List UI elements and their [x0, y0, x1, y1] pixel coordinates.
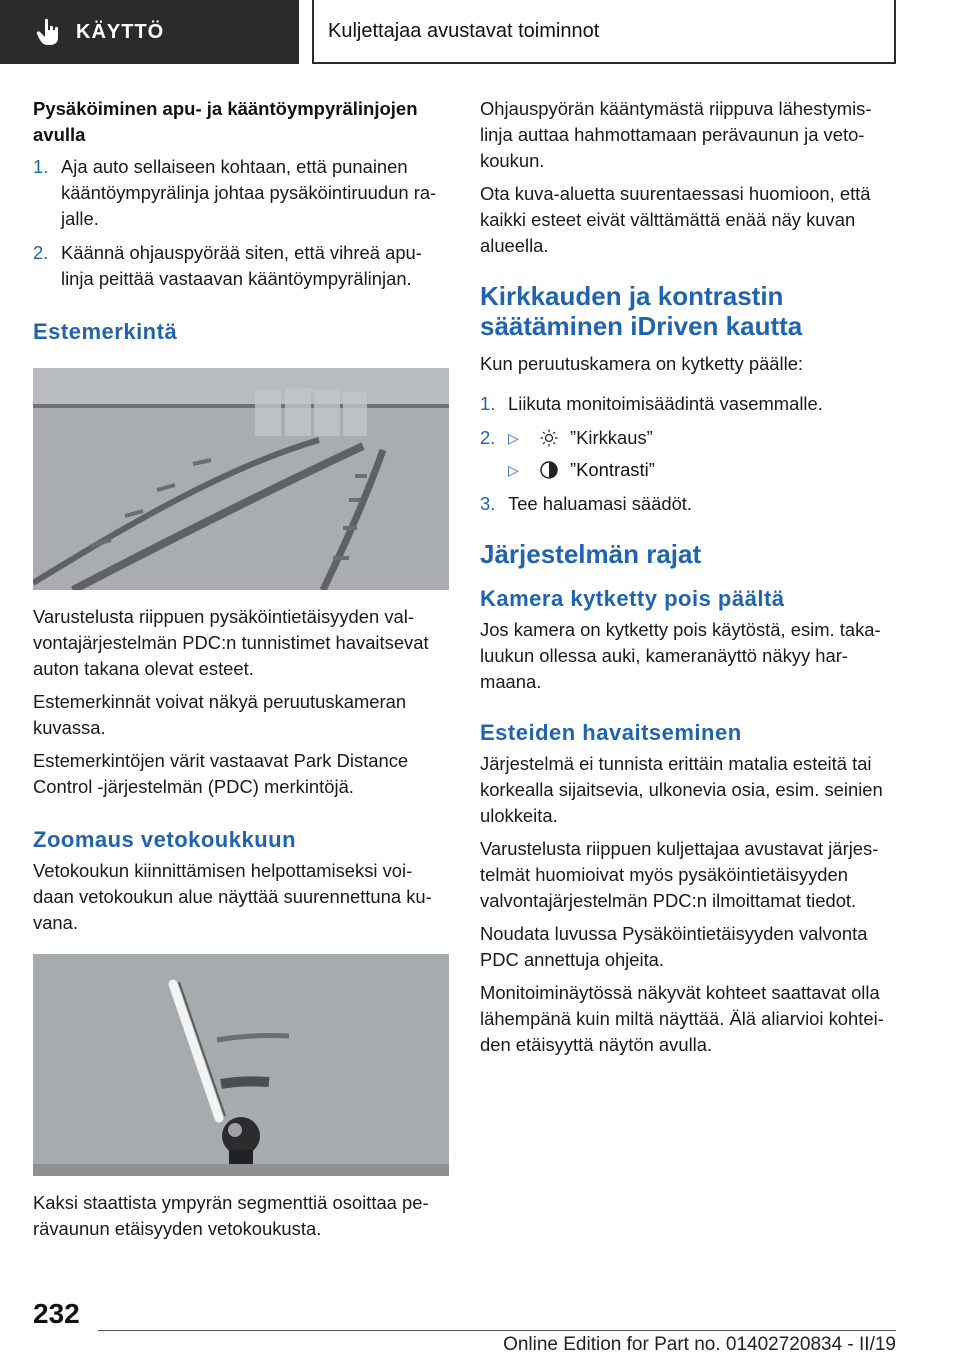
step-text: Käännä ohjauspyörää siten, että vihreä apu- linja peittää vastaavan kääntöympyrälinjan.: [61, 242, 422, 289]
obstacle-detection-heading: Esteiden havaitseminen: [480, 720, 742, 745]
page-header: [0, 0, 960, 66]
detection-paragraph-1: Järjestelmä ei tunnista erittäin matalia esteitä tai korkealla sijaitsevia, ulkonevia osia, esim. seinien ulokkeita.: [480, 753, 883, 826]
section-heading-parking-lines: Pysäköiminen apu- ja kääntöympyrälinjojen avulla: [33, 98, 418, 145]
system-limits-heading: Järjestelmän rajat: [480, 539, 702, 569]
step-text: Tee haluamasi säädöt.: [508, 493, 693, 514]
obstacle-paragraph-1: Varustelusta riippuen pysäköintietäisyyden val- vontajärjestelmän PDC:n tunnistimet havaitsevat auton takana olevat esteet.: [33, 606, 429, 679]
step-number: 2.: [480, 427, 496, 448]
brightness-contrast-heading: Kirkkauden ja kontrastin säätäminen iDriven kautta: [480, 281, 803, 341]
contrast-menu-row: [480, 457, 900, 483]
detection-paragraph-2: Varustelusta riippuen kuljettajaa avustavat järjes- telmät huomioivat myös pysäköintietäisyyden valvontajärjestelmän PDC:n ilmoittamat tiedot.: [480, 838, 879, 911]
section-title: KÄYTTÖ: [76, 20, 165, 43]
right-column: [480, 96, 900, 1065]
step-text: Liikuta monitoimisäädintä vasemmalle.: [508, 393, 823, 414]
parking-steps: [33, 154, 449, 292]
menu-brightness-label: ”Kirkkaus”: [570, 427, 653, 448]
zoom-heading: Zoomaus vetokoukkuun: [33, 827, 297, 852]
list-item: [33, 240, 449, 292]
page-number: 232: [33, 1298, 80, 1329]
brightness-steps-cont: [480, 491, 900, 517]
chapter-title: Kuljettajaa avustavat toiminnot: [328, 19, 600, 42]
zoom-caption: Kaksi staattista ympyrän segmenttiä osoittaa pe- rävaunun etäisyyden vetokoukusta.: [33, 1192, 429, 1239]
obstacle-heading: Estemerkintä: [33, 319, 178, 344]
brightness-steps: [480, 391, 900, 451]
obstacle-paragraph-2: Estemerkinnät voivat näkyä peruutuskameran kuvassa.: [33, 691, 407, 738]
menu-contrast-label: ”Kontrasti”: [570, 459, 655, 480]
zoom-note-paragraph: Ota kuva-aluetta suurentaessasi huomioon, että kaikki esteet eivät välttämättä enää näy kuvan alueella.: [480, 183, 871, 256]
step-number: 2.: [33, 242, 49, 263]
obstacle-markings-figure: [33, 368, 449, 590]
step-number: 1.: [33, 156, 49, 177]
footer-divider: [98, 1330, 896, 1331]
step-number: 3.: [480, 493, 496, 514]
contrast-icon: [540, 461, 558, 479]
obstacle-paragraph-3: Estemerkintöjen värit vastaavat Park Distance Control -järjestelmän (PDC) merkintöjä.: [33, 750, 409, 797]
approach-line-paragraph: Ohjauspyörän kääntymästä riippuva lähestymis- linja auttaa hahmottamaan perävaunun ja veto- koukun.: [480, 98, 872, 171]
triangle-bullet-icon: ▷: [508, 430, 519, 446]
triangle-bullet-icon: ▷: [508, 462, 519, 478]
detection-paragraph-4: Monitoiminäytössä näkyvät kohteet saattavat olla lähempänä kuin miltä näyttää. Älä aliarvioi kohtei- den etäisyyttä näytön avulla.: [480, 982, 884, 1055]
list-item: [480, 491, 900, 517]
camera-off-heading: Kamera kytketty pois päältä: [480, 586, 785, 611]
chapter-tab: [312, 0, 896, 64]
section-tab: [0, 0, 299, 64]
hand-pointer-icon: [36, 18, 62, 46]
step-number: 1.: [480, 393, 496, 414]
list-item: [480, 391, 900, 417]
list-item: [33, 154, 449, 232]
step-text: Aja auto sellaiseen kohtaan, että punainen kääntöympyrälinja johtaa pysäköintiruudun ra- jalle.: [61, 156, 437, 229]
zoom-paragraph: Vetokoukun kiinnittämisen helpottamiseksi voi- daan vetokoukun alue näyttää suurennettuna ku- vana.: [33, 860, 432, 933]
left-column: [33, 96, 449, 1249]
edition-note: Online Edition for Part no. 01402720834 - II/19: [503, 1334, 896, 1355]
brightness-icon: [540, 429, 558, 447]
list-item: [480, 425, 900, 451]
detection-paragraph-3: Noudata luvussa Pysäköintietäisyyden valvonta PDC annettuja ohjeita.: [480, 923, 868, 970]
hitch-zoom-figure: [33, 954, 449, 1176]
camera-off-paragraph: Jos kamera on kytketty pois käytöstä, esim. taka- luukun ollessa auki, kameranäyttö näkyy har- maana.: [480, 619, 881, 692]
brightness-intro: Kun peruutuskamera on kytketty päälle:: [480, 353, 804, 374]
